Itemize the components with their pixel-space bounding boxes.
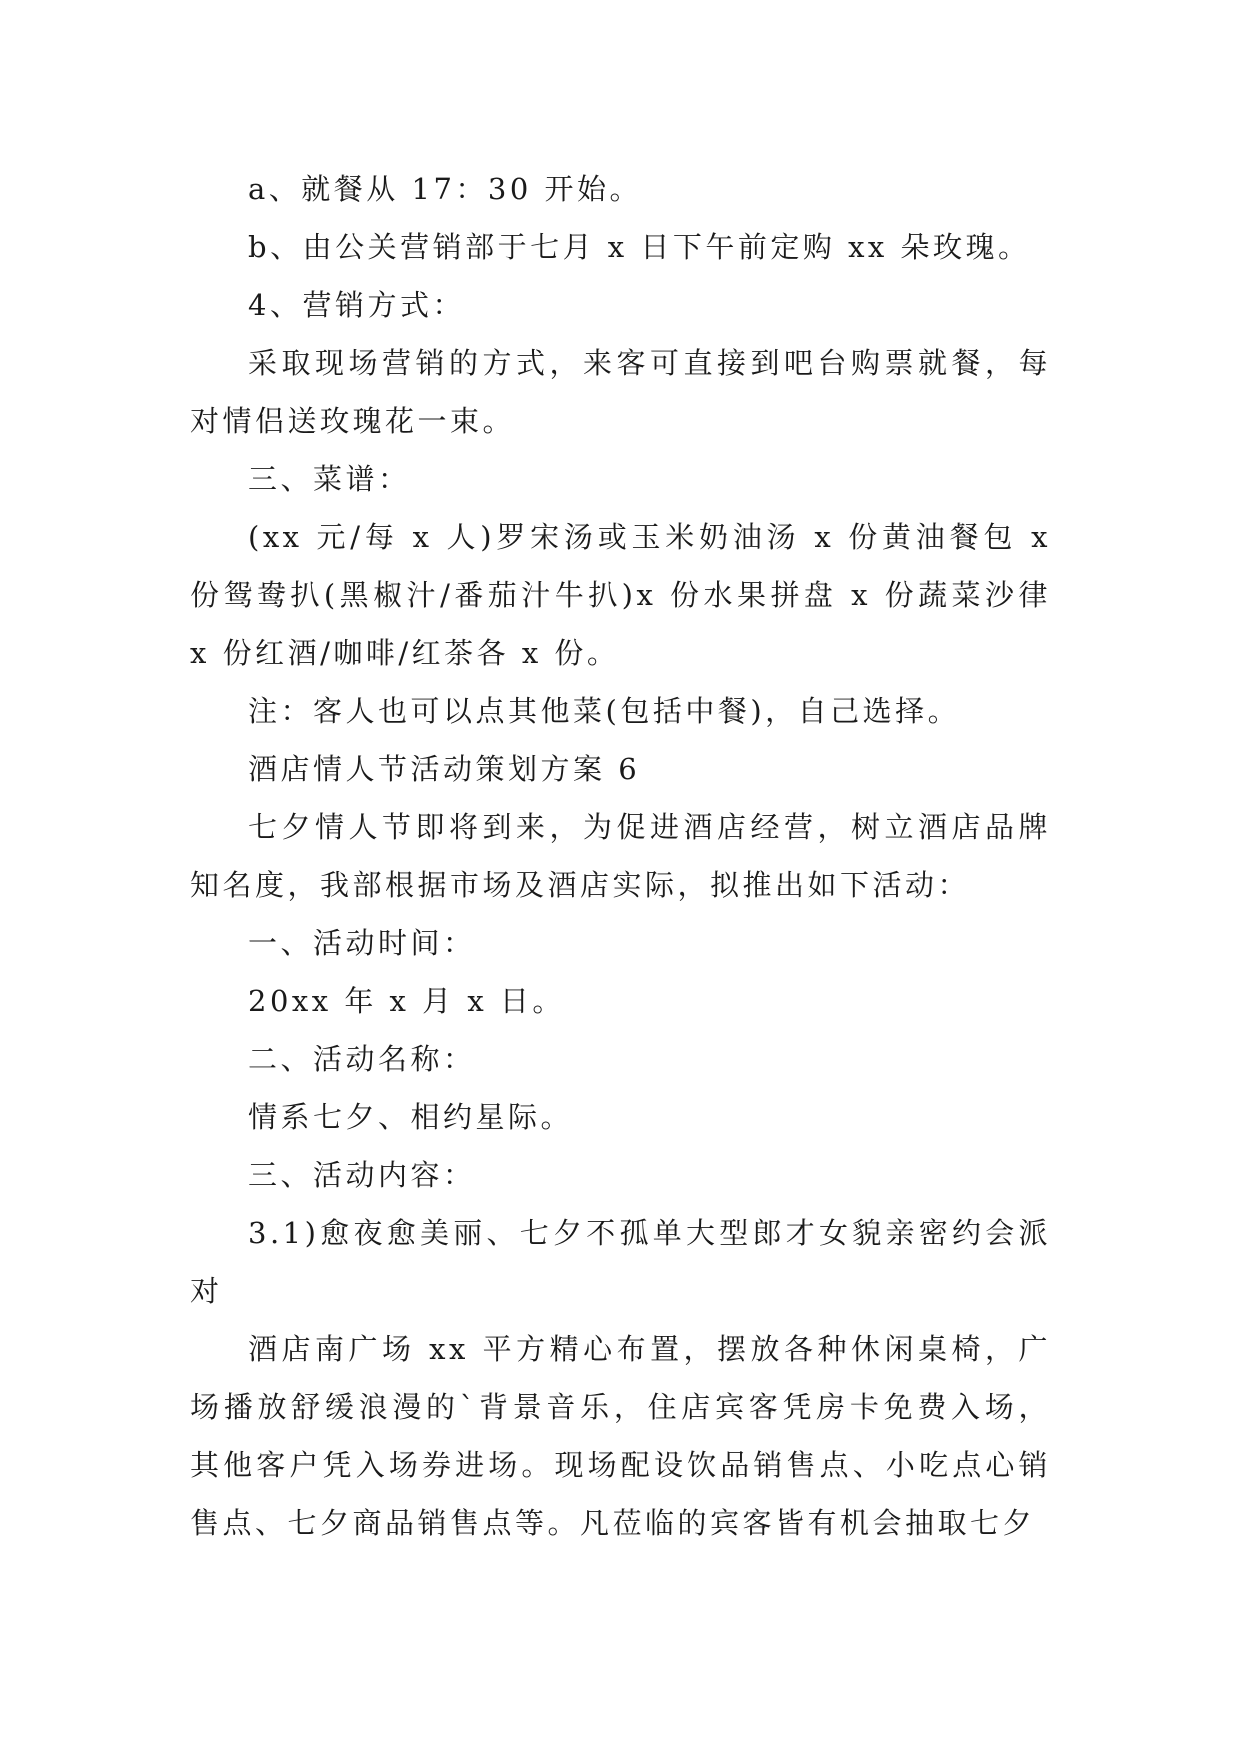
heading-menu: 三、菜谱： [248, 462, 411, 496]
document-body [190, 160, 1051, 1552]
heading-marketing-method: 4、营销方式： [248, 288, 465, 322]
heading-activity-name: 二、活动名称： [248, 1042, 476, 1076]
paragraph-activity-name: 情系七夕、相约星际。 [248, 1100, 574, 1134]
heading-activity-time: 一、活动时间： [248, 926, 476, 960]
paragraph-party-title: 3.1)愈夜愈美丽、七夕不孤单大型郎才女貌亲密约会派对 [190, 1216, 1051, 1308]
paragraph-intro: 七夕情人节即将到来，为促进酒店经营，树立酒店品牌知名度，我部根据市场及酒店实际，拟推出如下活动： [190, 810, 1051, 902]
paragraph-menu: (xx 元/每 x 人)罗宋汤或玉米奶油汤 x 份黄油餐包 x 份鸳鸯扒(黑椒汁/番茄汁牛扒)x 份水果拼盘 x 份蔬菜沙律 x 份红酒/咖啡/红茶各 x 份。 [190, 520, 1051, 670]
paragraph-plaza-setup: 酒店南广场 xx 平方精心布置，摆放各种休闲桌椅，广场播放舒缓浪漫的`背景音乐，住店宾客凭房卡免费入场，其他客户凭入场券进场。现场配设饮品销售点、小吃点心销售点、七夕商品销售点等。凡莅临的宾客皆有机会抽取七夕 [190, 1332, 1051, 1540]
heading-activity-content: 三、活动内容： [248, 1158, 476, 1192]
paragraph-rose-order: b、由公关营销部于七月 x 日下午前定购 xx 朵玫瑰。 [248, 230, 1031, 264]
section-title-plan-6: 酒店情人节活动策划方案 6 [248, 752, 641, 786]
paragraph-marketing-method: 采取现场营销的方式，来客可直接到吧台购票就餐，每对情侣送玫瑰花一束。 [190, 346, 1051, 438]
paragraph-dining-start: a、就餐从 17：30 开始。 [248, 172, 643, 206]
paragraph-activity-date: 20xx 年 x 月 x 日。 [248, 984, 565, 1018]
paragraph-note: 注：客人也可以点其他菜(包括中餐)，自己选择。 [248, 694, 961, 728]
